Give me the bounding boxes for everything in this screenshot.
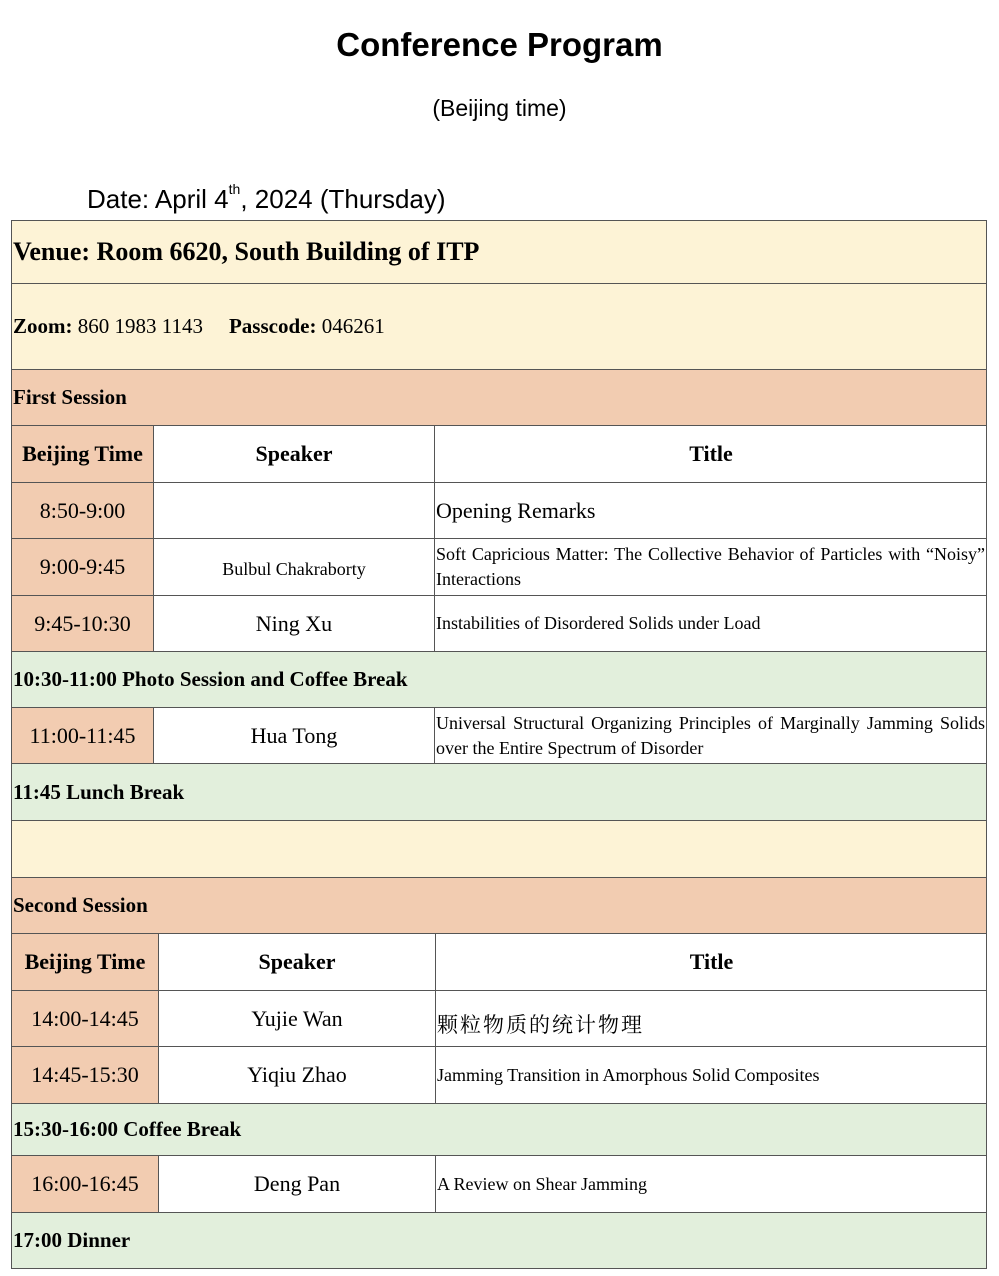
- dinner-row: [11, 1212, 987, 1269]
- zoom-label: Zoom:: [13, 314, 73, 338]
- talk-speaker: Ning Xu: [153, 595, 435, 652]
- talk-speaker: Hua Tong: [153, 707, 435, 764]
- event-date: [87, 181, 446, 215]
- first-session-label: First Session: [13, 385, 127, 409]
- first-session-column-headers: [11, 425, 987, 483]
- date-ordinal-suffix: th: [228, 181, 241, 197]
- first-session-header: [11, 369, 987, 426]
- column-header-time: Beijing Time: [11, 425, 154, 483]
- talk-time: 16:00-16:45: [11, 1155, 159, 1213]
- column-header-title: Title: [434, 425, 987, 483]
- second-session-column-headers: [11, 933, 987, 991]
- column-header-time: Beijing Time: [11, 933, 159, 991]
- table-row: [11, 595, 987, 652]
- talk-time: 9:45-10:30: [11, 595, 154, 652]
- second-session-label: Second Session: [13, 893, 148, 917]
- talk-title: Instabilities of Disordered Solids under Load: [434, 595, 987, 652]
- column-header-title: Title: [435, 933, 987, 991]
- lunch-row: [11, 763, 987, 821]
- passcode-value: 046261: [316, 314, 385, 338]
- passcode-label: Passcode:: [228, 314, 317, 338]
- talk-title-cell: [434, 538, 987, 596]
- talk-time: 8:50-9:00: [11, 482, 154, 539]
- second-session-header: [11, 877, 987, 934]
- table-row: [11, 707, 987, 764]
- table-row: [11, 1046, 987, 1104]
- talk-title: Opening Remarks: [434, 482, 987, 539]
- page-subtitle: (Beijing time): [432, 95, 567, 121]
- talk-speaker: Deng Pan: [158, 1155, 436, 1213]
- talk-time: 9:00-9:45: [11, 538, 154, 596]
- date-prefix: Date: April 4: [87, 184, 229, 214]
- zoom-id: 860 1983 1143: [72, 314, 203, 338]
- talk-time: 14:45-15:30: [11, 1046, 159, 1104]
- talk-speaker: Bulbul Chakraborty: [153, 538, 435, 596]
- talk-title-cell: [434, 707, 987, 764]
- zoom-row: [11, 283, 987, 370]
- table-row: [11, 482, 987, 539]
- dinner-label: 17:00 Dinner: [13, 1228, 131, 1252]
- talk-speaker: [153, 482, 435, 539]
- break-row: [11, 651, 987, 708]
- venue-label: Venue: Room 6620, South Building of ITP: [13, 237, 480, 266]
- coffee-break-label: 15:30-16:00 Coffee Break: [13, 1117, 242, 1141]
- talk-title: Jamming Transition in Amorphous Solid Composites: [435, 1046, 987, 1104]
- column-header-speaker: Speaker: [158, 933, 436, 991]
- talk-time: 11:00-11:45: [11, 707, 154, 764]
- lunch-label: 11:45 Lunch Break: [13, 779, 185, 804]
- talk-title: Universal Structural Organizing Principles of Marginally Jamming Solids over the Entire Spectrum of Disorder: [436, 712, 985, 758]
- table-row: [11, 1155, 987, 1213]
- coffee-break-row: [11, 1103, 987, 1156]
- talk-title: A Review on Shear Jamming: [435, 1155, 987, 1213]
- date-suffix: , 2024 (Thursday): [240, 184, 446, 214]
- table-row: [11, 538, 987, 596]
- talk-title: Soft Capricious Matter: The Collective Behavior of Particles with “Noisy” Interactions: [436, 544, 985, 589]
- venue-row: [11, 220, 987, 284]
- page-title: Conference Program: [336, 26, 663, 63]
- talk-speaker: Yiqiu Zhao: [158, 1046, 436, 1104]
- break-label: 10:30-11:00 Photo Session and Coffee Break: [13, 667, 408, 691]
- column-header-speaker: Speaker: [153, 425, 435, 483]
- talk-title: 颗粒物质的统计物理: [435, 990, 987, 1047]
- spacer-row: [11, 820, 987, 878]
- talk-speaker: Yujie Wan: [158, 990, 436, 1047]
- talk-time: 14:00-14:45: [11, 990, 159, 1047]
- table-row: [11, 990, 987, 1047]
